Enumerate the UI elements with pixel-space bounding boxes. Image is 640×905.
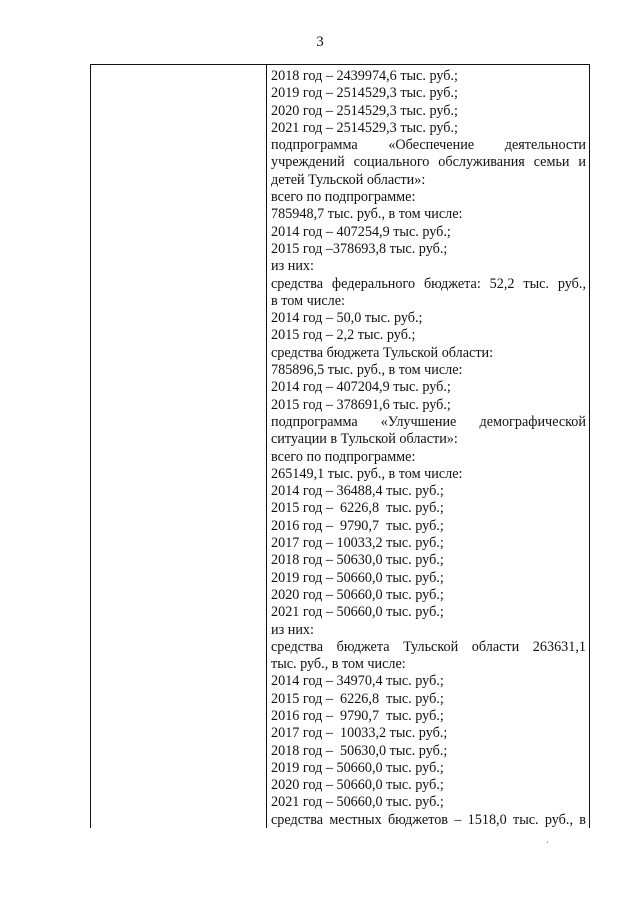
text-line: 2017 год – 10033,2 тыс. руб.; (271, 535, 444, 552)
text-line: из них: (271, 621, 314, 638)
text-line: 2015 год – 2,2 тыс. руб.; (271, 327, 416, 344)
text-line: 2015 год – 378691,6 тыс. руб.; (271, 396, 451, 413)
text-line: 2021 год – 2514529,3 тыс. руб.; (271, 119, 458, 136)
text-line: 2019 год – 2514529,3 тыс. руб.; (271, 85, 458, 102)
text-line: 2014 год – 50,0 тыс. руб.; (271, 310, 423, 327)
text-line: средства федерального бюджета: 52,2 тыс. руб., (271, 275, 586, 292)
page-number: 3 (316, 34, 324, 50)
text-line: детей Тульской области»: (271, 171, 426, 188)
text-line: из них: (271, 258, 314, 275)
text-line: средства бюджета Тульской области 263631,1 (271, 638, 586, 655)
text-line: 2014 год – 407254,9 тыс. руб.; (271, 223, 451, 240)
text-line: учреждений социального обслуживания семьи и (271, 154, 586, 171)
text-line: 2020 год – 50660,0 тыс. руб.; (271, 586, 444, 603)
text-line: средства местных бюджетов – 1518,0 тыс. руб., в (271, 811, 586, 828)
text-line: 2014 год – 36488,4 тыс. руб.; (271, 483, 444, 500)
text-line: подпрограмма «Обеспечение деятельности (271, 137, 586, 154)
text-line: в том числе: (271, 292, 345, 309)
text-line: 2020 год – 2514529,3 тыс. руб.; (271, 102, 458, 119)
table-left-cell (91, 65, 267, 828)
text-line: 2019 год – 50660,0 тыс. руб.; (271, 759, 444, 776)
text-line: 265149,1 тыс. руб., в том числе: (271, 465, 463, 482)
text-line: 2018 год – 2439974,6 тыс. руб.; (271, 68, 458, 84)
text-line: 2015 год –378693,8 тыс. руб.; (271, 240, 448, 257)
text-line: 2021 год – 50660,0 тыс. руб.; (271, 604, 444, 621)
text-line: подпрограмма «Улучшение демографической (271, 413, 586, 430)
scan-mark: · (546, 838, 549, 847)
text-line: 2018 год – 50630,0 тыс. руб.; (271, 552, 444, 569)
text-line: 2016 год – 9790,7 тыс. руб.; (271, 517, 444, 534)
text-line: 785948,7 тыс. руб., в том числе: (271, 206, 463, 223)
text-line: 2019 год – 50660,0 тыс. руб.; (271, 569, 444, 586)
text-line: ситуации в Тульской области»: (271, 431, 458, 448)
text-line: всего по подпрограмме: (271, 448, 416, 465)
text-line: тыс. руб., в том числе: (271, 656, 406, 673)
table-right-cell (271, 68, 586, 829)
text-line: 2016 год – 9790,7 тыс. руб.; (271, 707, 444, 724)
text-line: 2014 год – 34970,4 тыс. руб.; (271, 673, 444, 690)
text-line: средства бюджета Тульской области: (271, 344, 494, 361)
text-line: 2015 год – 6226,8 тыс. руб.; (271, 690, 444, 707)
text-line: 2021 год – 50660,0 тыс. руб.; (271, 794, 444, 811)
text-line: 2015 год – 6226,8 тыс. руб.; (271, 500, 444, 517)
funding-table (90, 64, 590, 828)
text-line: 2020 год – 50660,0 тыс. руб.; (271, 777, 444, 794)
text-line: 785896,5 тыс. руб., в том числе: (271, 362, 463, 379)
text-line: 2014 год – 407204,9 тыс. руб.; (271, 379, 451, 396)
text-line: 2017 год – 10033,2 тыс. руб.; (271, 725, 448, 742)
text-line: всего по подпрограмме: (271, 189, 416, 206)
text-line: 2018 год – 50630,0 тыс. руб.; (271, 742, 448, 759)
